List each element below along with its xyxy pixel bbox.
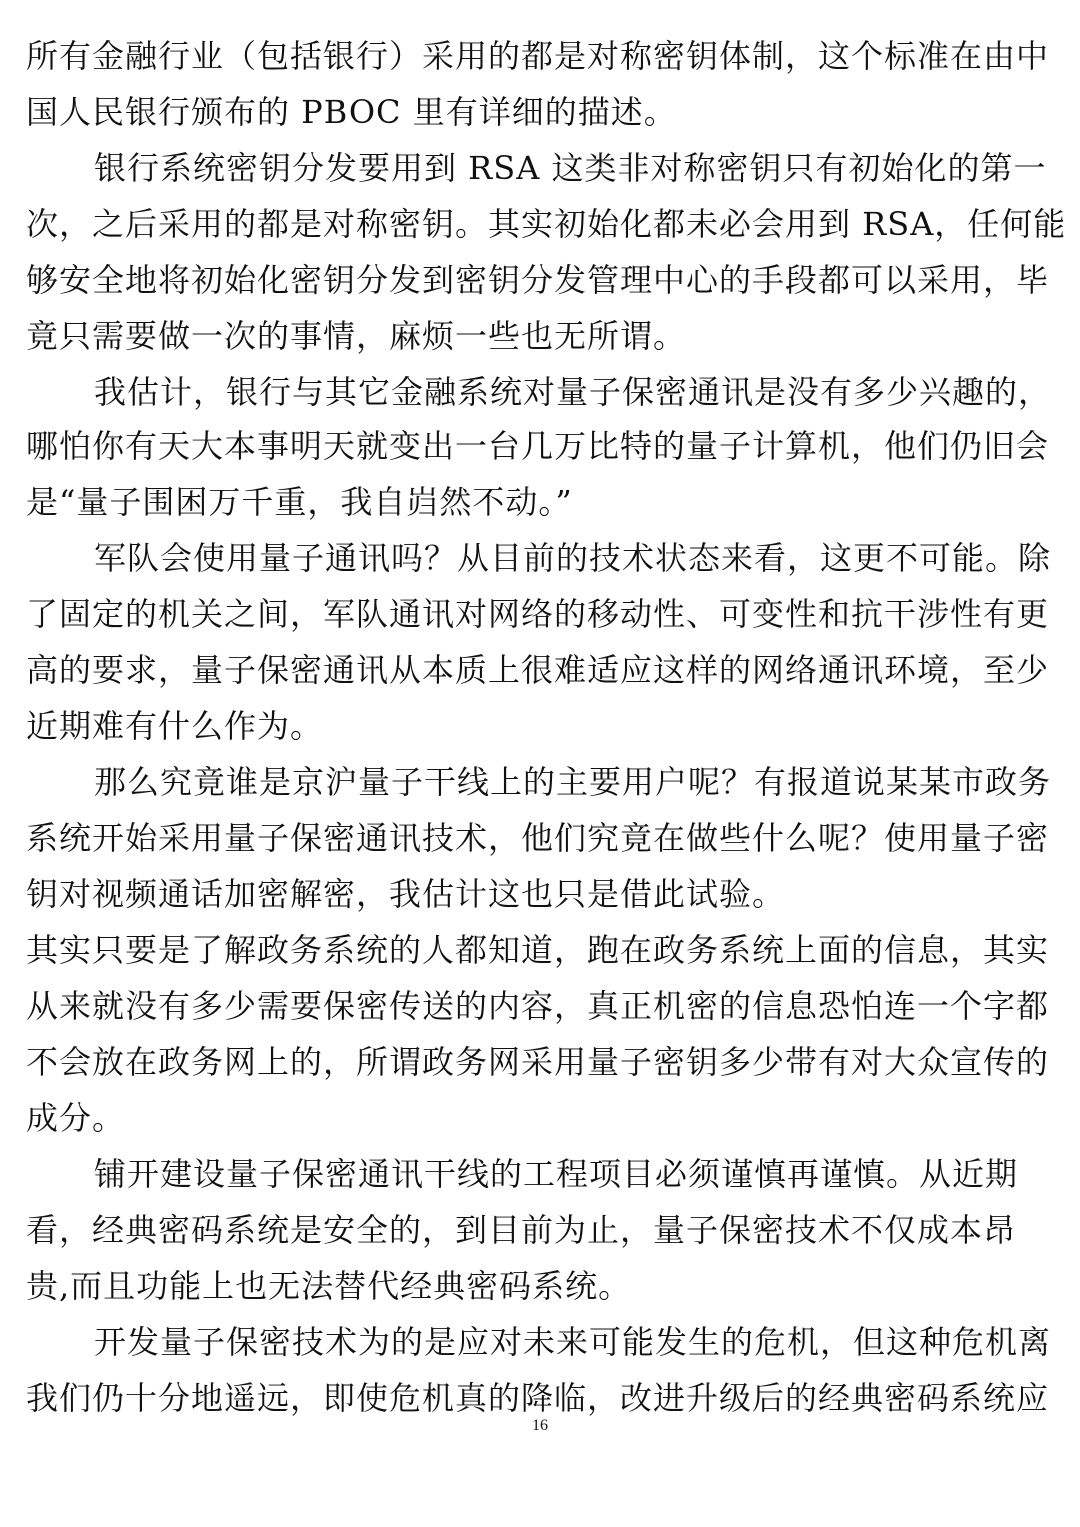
page-number: 16 <box>532 1417 548 1434</box>
text-line: 钥对视频通话加密解密，我估计这也只是借此试验。 <box>26 875 786 913</box>
text-line: 贵,而且功能上也无法替代经典密码系统。 <box>26 1267 632 1305</box>
text-line: 其实只要是了解政务系统的人都知道，跑在政务系统上面的信息，其实 <box>26 931 1050 969</box>
text-line: 那么究竟谁是京沪量子干线上的主要用户呢？有报道说某某市政务 <box>94 763 1052 801</box>
text-line: 国人民银行颁布的 PBOC 里有详细的描述。 <box>26 93 677 131</box>
text-line: 系统开始采用量子保密通讯技术，他们究竟在做些什么呢？使用量子密 <box>26 819 1050 857</box>
text-line: 我们仍十分地遥远，即使危机真的降临，改进升级后的经典密码系统应 <box>26 1379 1050 1417</box>
text-line: 竟只需要做一次的事情，麻烦一些也无所谓。 <box>26 317 687 355</box>
text-line: 从来就没有多少需要保密传送的内容，真正机密的信息恐怕连一个字都 <box>26 987 1050 1025</box>
text-line: 银行系统密钥分发要用到 RSA 这类非对称密钥只有初始化的第一 <box>94 149 1047 187</box>
text-line: 军队会使用量子通讯吗？从目前的技术状态来看，这更不可能。除 <box>94 539 1052 577</box>
text-line: 够安全地将初始化密钥分发到密钥分发管理中心的手段都可以采用，毕 <box>26 261 1050 299</box>
text-line: 所有金融行业（包括银行）采用的都是对称密钥体制，这个标准在由中 <box>26 37 1050 75</box>
text-line: 次，之后采用的都是对称密钥。其实初始化都未必会用到 RSA，任何能 <box>26 205 1067 243</box>
text-line: 近期难有什么作为。 <box>26 707 324 745</box>
text-line: 我估计，银行与其它金融系统对量子保密通讯是没有多少兴趣的， <box>94 373 1052 411</box>
text-line: 哪怕你有天大本事明天就变出一台几万比特的量子计算机，他们仍旧会 <box>26 427 1050 465</box>
text-line: 看，经典密码系统是安全的，到目前为止，量子保密技术不仅成本昂 <box>26 1211 1017 1249</box>
text-line: 成分。 <box>26 1099 126 1137</box>
text-line: 了固定的机关之间，军队通讯对网络的移动性、可变性和抗干涉性有更 <box>26 595 1050 633</box>
text-line: 不会放在政务网上的，所谓政务网采用量子密钥多少带有对大众宣传的 <box>26 1043 1050 1081</box>
text-line: 是“量子围困万千重，我自岿然不动。” <box>26 483 573 521</box>
text-line: 铺开建设量子保密通讯干线的工程项目必须谨慎再谨慎。从近期 <box>94 1155 1019 1193</box>
text-line: 开发量子保密技术为的是应对未来可能发生的危机，但这种危机离 <box>94 1323 1052 1361</box>
text-line: 高的要求，量子保密通讯从本质上很难适应这样的网络通讯环境，至少 <box>26 651 1050 689</box>
